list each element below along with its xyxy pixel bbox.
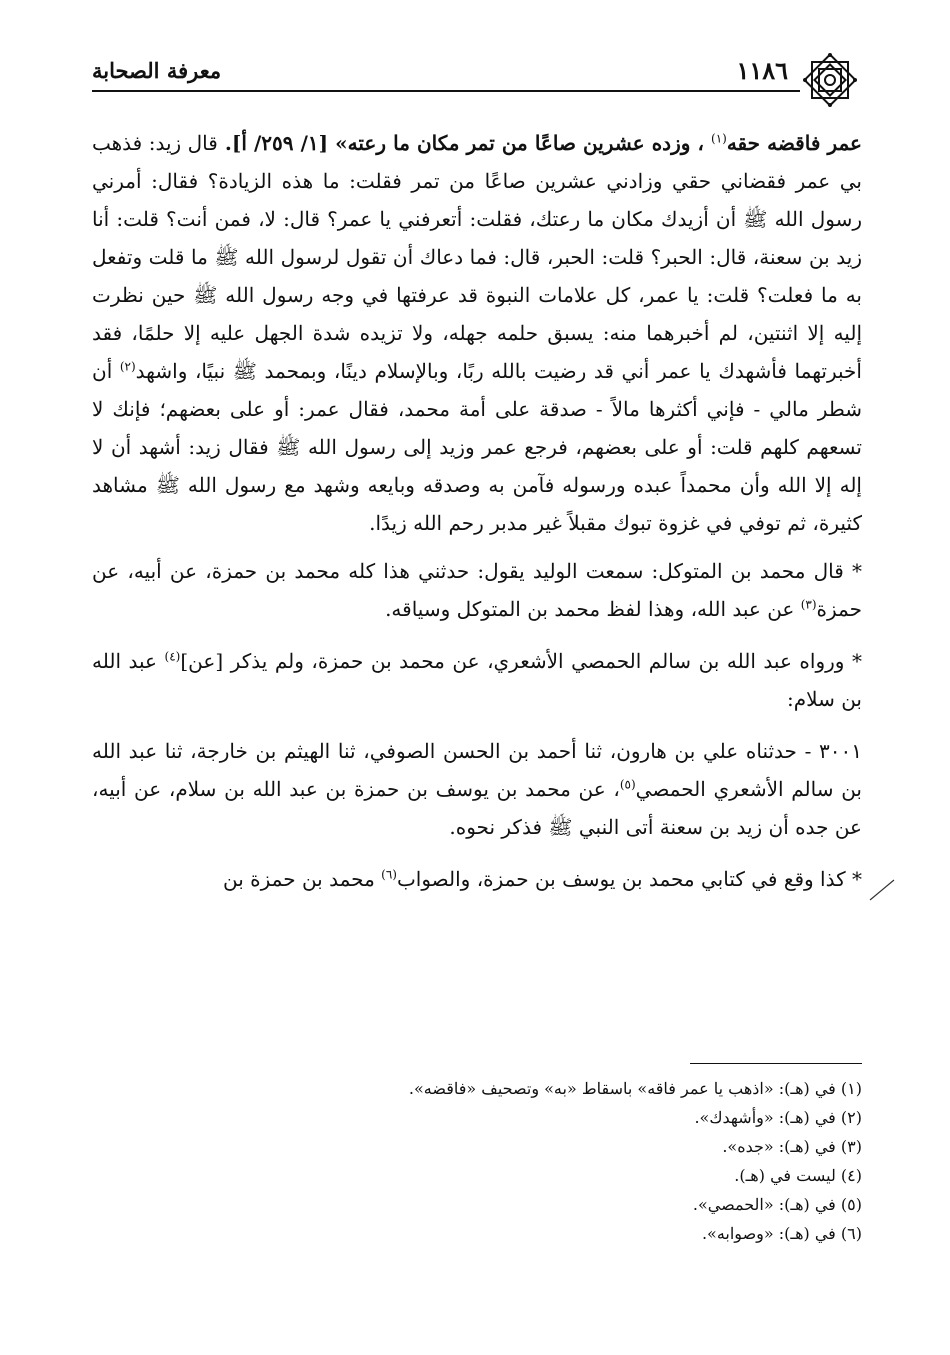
paragraph-note-2 [92, 642, 862, 718]
footnote-item: (٦) في (هـ): «وصوابه». [701, 1224, 862, 1243]
footnote-separator [690, 1063, 862, 1064]
book-title: معرفة الصحابة [92, 58, 222, 83]
footnote-ref-5: (٥) [619, 777, 636, 792]
header-rule [92, 90, 800, 92]
footnotes [300, 1074, 862, 1248]
page-header [92, 52, 858, 98]
paragraph-note-1 [92, 552, 862, 628]
page-number: ١١٨٦ [736, 56, 788, 85]
footnote-item: (١) في (هـ): «اذهب يا عمر فاقه» باسقاط «به» وتصحيف «فاقضه». [408, 1079, 862, 1098]
quote-bold: عمر فاقضه حقه [726, 131, 862, 155]
octagram-ornament-icon [802, 52, 858, 108]
pen-stroke-mark [866, 876, 900, 904]
footnote-ref-2: (٢) [119, 359, 136, 374]
footnote-ref-6: (٦) [381, 867, 397, 882]
paragraph-hadith-text [92, 124, 862, 542]
note-text: * قال محمد بن المتوكل: سمعت الوليد يقول: حدثني هذا كله محمد بن حمزة، عن أبيه، عن حمزة [92, 559, 862, 621]
note-text: * كذا وقع في كتابي محمد بن يوسف بن حمزة، والصواب [396, 867, 862, 891]
narration-text: قال زيد: فذهب بي عمر فقضاني حقي وزادني عشرين صاعًا من تمر فقلت: ما هذه الزيادة؟ فقال: أمرني رسول الله ﷺ أن أزيدك مكان ما رعتك، فقلت: أتعرفني يا عمر؟ قال: لا، فمن أنت؟ قلت: أنا زيد بن سعنة، قال: الحبر؟ قلت: الحبر، قال: فما دعاك أن تقول لرسول الله ﷺ ما قلت وتفعل به ما فعلت؟ قلت: يا عمر، كل علامات النبوة قد عرفتها في وجه رسول الله ﷺ حين نظرت إليه إلا اثنتين، لم أخبرهما منه: يسبق حلمه جهله، ولا تزيده شدة الجهل عليه إلا حلمًا، فقد أخبرتهما فأشهدك يا عمر أني قد رضيت بالله ربًا، وبالإسلام دينًا، وبمحمد ﷺ نبيًا، واشهد [92, 131, 862, 383]
paragraph-note-3 [92, 860, 862, 898]
note-text: * ورواه عبد الله بن سالم الحمصي الأشعري، عن محمد بن حمزة، ولم يذكر [عن] [180, 649, 862, 673]
footnote-item: (٥) في (هـ): «الحمصي». [692, 1195, 862, 1214]
note-text-continued: محمد بن حمزة بن [223, 867, 382, 891]
footnote-ref-3: (٣) [800, 597, 817, 612]
paragraph-hadith-3001 [92, 732, 862, 846]
note-text-continued: عن عبد الله، وهذا لفظ محمد بن المتوكل وسياقه. [385, 597, 801, 621]
footnote-item: (٣) في (هـ): «جده». [722, 1137, 862, 1156]
main-text [92, 124, 862, 898]
footnote-item: (٢) في (هـ): «وأشهدك». [694, 1108, 862, 1127]
quote-bold-continued: ، وزده عشرين صاعًا من تمر مكان ما رعته» [١/ ٢٥٩/ أ]. [217, 131, 711, 155]
footnote-item: (٤) ليست في (هـ). [734, 1166, 862, 1185]
isnad-text: ٣٠٠١ - حدثناه علي بن هارون، ثنا أحمد بن الحسن الصوفي، ثنا الهيثم بن خارجة، ثنا عبد الله بن سالم الأشعري الحمصي [92, 739, 862, 801]
isnad-text-continued: ، عن محمد بن يوسف بن حمزة بن عبد الله بن سلام، عن أبيه، عن جده أن زيد بن سعنة أتى النبي ﷺ فذكر نحوه. [92, 777, 862, 839]
footnote-ref-4: (٤) [164, 649, 181, 664]
narration-text-continued: أن شطر مالي - فإني أكثرها مالاً - صدقة على أمة محمد، فقال عمر: أو على بعضهم؛ فإنك لا تسعهم كلهم قلت: أو على بعضهم، فرجع عمر وزيد إلى رسول الله ﷺ فقال زيد: أشهد أن لا إله إلا الله وأن محمداً عبده ورسوله فآمن به وصدقه وبايعه وشهد مع رسول الله ﷺ مشاهد كثيرة، ثم توفي في غزوة تبوك مقبلاً غير مدبر رحم الله زيدًا. [92, 359, 862, 535]
note-text-continued: عبد الله بن سلام: [92, 649, 862, 711]
footnote-ref-1: (١) [711, 131, 727, 146]
